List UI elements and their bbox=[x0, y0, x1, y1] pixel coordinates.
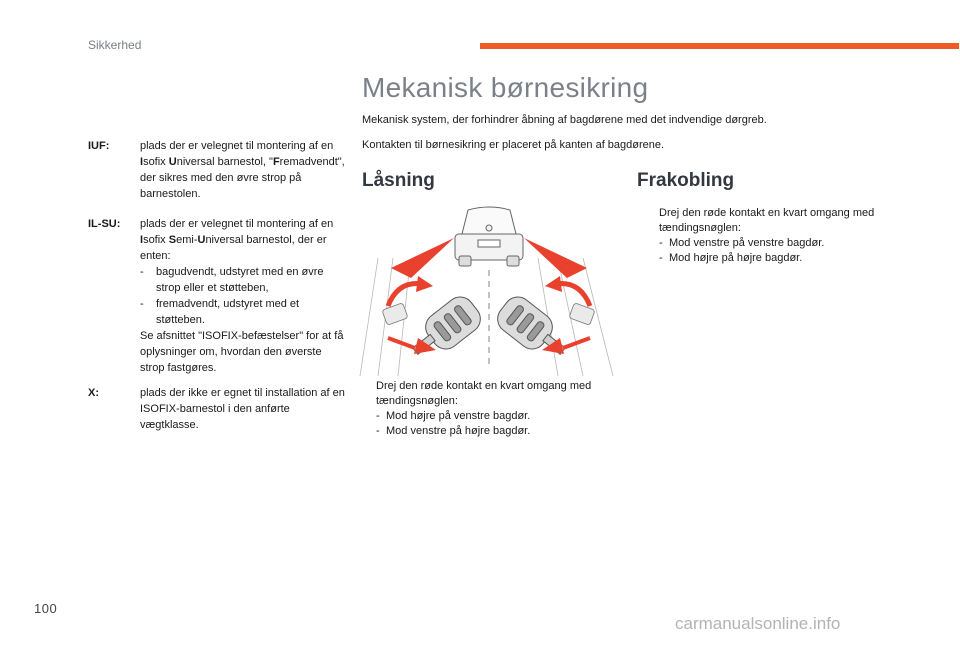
list-item: - Mod højre på højre bagdør. bbox=[659, 252, 803, 264]
page-number: 100 bbox=[34, 601, 58, 616]
definition-term: IUF: bbox=[88, 140, 110, 152]
definition-term: IL-SU: bbox=[88, 218, 121, 230]
bullet-marker-icon bbox=[645, 206, 659, 266]
list-item: - Mod venstre på venstre bagdør. bbox=[659, 237, 825, 249]
definition-term: X: bbox=[88, 387, 99, 399]
step-text: Drej den røde kontakt en kvart omgang med tændingsnøglen: bbox=[376, 380, 592, 407]
list-item: - fremadvendt, udstyret med et støtteben. bbox=[140, 298, 300, 326]
header-accent-bar bbox=[480, 43, 959, 49]
intro-paragraph-1: Mekanisk system, der forhindrer åbning af bagdørene med det indvendige dørgreb. bbox=[362, 114, 767, 126]
section-label: Sikkerhed bbox=[88, 38, 142, 52]
intro-paragraph-2: Kontakten til børnesikring er placeret på kanten af bagdørene. bbox=[362, 139, 665, 151]
step-text: Drej den røde kontakt en kvart omgang med tændingsnøglen: bbox=[659, 207, 875, 234]
unlocking-step bbox=[645, 206, 895, 266]
unlocking-heading: Frakobling bbox=[637, 170, 735, 191]
bullet-marker-icon bbox=[362, 379, 376, 439]
definition-note: Se afsnittet "ISOFIX-befæstelser" for at få oplysninger om, hvordan den øverste strop fastgøres. bbox=[140, 330, 344, 374]
list-item: - Mod venstre på højre bagdør. bbox=[376, 425, 531, 437]
locking-heading: Låsning bbox=[362, 170, 435, 191]
list-item: - Mod højre på venstre bagdør. bbox=[376, 410, 531, 422]
definition-description: plads der er velegnet til montering af en Isofix Universal barnestol, "Fremadvendt", der sikres med den øvre strop på barnestolen. bbox=[140, 140, 345, 200]
definition-description: plads der er velegnet til montering af en Isofix Semi-Universal barnestol, der er enten: - bagudvendt, udstyret med en øvre strop eller et støtteben, - fremadvendt, udstyret med et støtteben. Se afsnittet "ISOFIX-befæstelser" for at få oplysninger om, hvordan den øverste strop fastgøres. bbox=[140, 216, 348, 376]
definition-iuf bbox=[88, 138, 348, 202]
definition-il-su bbox=[88, 216, 348, 376]
definition-description: plads der ikke er egnet til installation af en ISOFIX-barnestol i den anførte vægtklasse. bbox=[140, 387, 345, 431]
definition-x bbox=[88, 385, 348, 433]
watermark: carmanualsonline.info bbox=[675, 614, 841, 633]
page-title: Mekanisk børnesikring bbox=[362, 72, 649, 103]
list-item: - bagudvendt, udstyret med en øvre strop eller et støtteben, bbox=[140, 266, 324, 294]
child-lock-illustration bbox=[358, 198, 620, 376]
locking-step bbox=[362, 379, 607, 439]
